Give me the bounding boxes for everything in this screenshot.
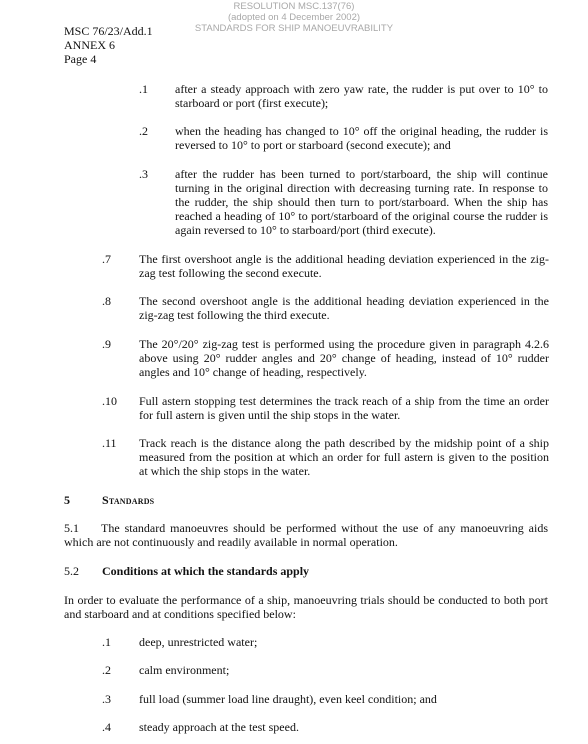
- document-header: [64, 24, 153, 66]
- condition-item-3: [102, 692, 437, 706]
- condition-number: .2: [102, 663, 111, 677]
- section-title: Standards: [102, 493, 155, 507]
- sub-item-number: .2: [139, 124, 148, 138]
- section-5-heading: [64, 493, 154, 507]
- definition-number: .7: [102, 252, 111, 266]
- sub-item-number: .3: [139, 167, 148, 181]
- definition-text: The first overshoot angle is the additional heading deviation experienced in the zig-zag test following the second execute.: [139, 252, 549, 280]
- sub-item-3: [139, 167, 548, 237]
- definition-number: .9: [102, 337, 111, 351]
- definition-item-9: [102, 337, 549, 379]
- definition-item-8: [102, 294, 549, 322]
- definition-text: The 20°/20° zig-zag test is performed using the procedure given in paragraph 4.2.6 above using 20° rudder angles and 20° change of heading, instead of 10° rudder angles and 10° change of heading, respectively.: [139, 337, 549, 379]
- condition-number: .4: [102, 720, 111, 734]
- condition-text: full load (summer load line draught), even keel condition; and: [139, 692, 437, 706]
- section-5-2-heading: [64, 564, 309, 578]
- condition-text: steady approach at the test speed.: [139, 720, 299, 734]
- sub-item-number: .1: [139, 82, 148, 96]
- paragraph-5-2-intro: In order to evaluate the performance of a ship, manoeuvring trials should be conducted to both port and starboard and at conditions specified below:: [64, 593, 548, 621]
- sub-item-2: [139, 124, 548, 152]
- watermark-adoption-date: (adopted on 4 December 2002): [227, 12, 361, 23]
- watermark-title: STANDARDS FOR SHIP MANOEUVRABILITY: [194, 23, 394, 34]
- definition-item-10: [102, 394, 549, 422]
- definition-text: Track reach is the distance along the path described by the midship point of a ship measured from the position at which an order for full astern is given to the position at which the ship stops in the water.: [139, 436, 549, 478]
- section-title: Conditions at which the standards apply: [102, 564, 310, 578]
- condition-text: deep, unrestricted water;: [139, 635, 258, 649]
- definition-item-11: [102, 436, 549, 478]
- definition-item-7: [102, 252, 549, 280]
- section-number: 5: [64, 493, 70, 507]
- condition-number: .3: [102, 692, 111, 706]
- document-reference: MSC 76/23/Add.1: [64, 24, 153, 38]
- sub-item-text: after a steady approach with zero yaw rate, the rudder is put over to 10° to starboard or port (first execute);: [175, 82, 548, 110]
- sub-item-text: after the rudder has been turned to port/starboard, the ship will continue turning in the original direction with decreasing turning rate. In response to the rudder, the ship should then turn to port/starboard. When the ship has reached a heading of 10° to port/starboard of the original course the rudder is again reversed to 10° to starboard/port (third execute).: [175, 167, 548, 237]
- condition-number: .1: [102, 635, 111, 649]
- sub-item-1: [139, 82, 548, 110]
- definition-text: The second overshoot angle is the additional heading deviation experienced in the zig-zag test following the third execute.: [139, 294, 549, 322]
- paragraph-5-1: [64, 521, 548, 549]
- definition-text: Full astern stopping test determines the track reach of a ship from the time an order for full astern is given until the ship stops in the water.: [139, 394, 549, 422]
- condition-text: calm environment;: [139, 663, 230, 677]
- paragraph-number: 5.1: [64, 521, 79, 535]
- definition-number: .8: [102, 294, 111, 308]
- definition-number: .11: [102, 436, 117, 450]
- section-number: 5.2: [64, 564, 79, 578]
- definition-number: .10: [102, 394, 117, 408]
- annex-label: ANNEX 6: [64, 38, 115, 52]
- sub-item-text: when the heading has changed to 10° off the original heading, the rudder is reversed to 10° to port or starboard (second execute); and: [175, 124, 548, 152]
- condition-item-4: [102, 720, 299, 734]
- page-number: Page 4: [64, 52, 97, 66]
- paragraph-text: The standard manoeuvres should be performed without the use of any manoeuvring aids which are not continuously and readily available in normal operation.: [64, 521, 548, 549]
- condition-item-1: [102, 635, 257, 649]
- condition-item-2: [102, 663, 229, 677]
- watermark-resolution: RESOLUTION MSC.137(76): [233, 1, 355, 12]
